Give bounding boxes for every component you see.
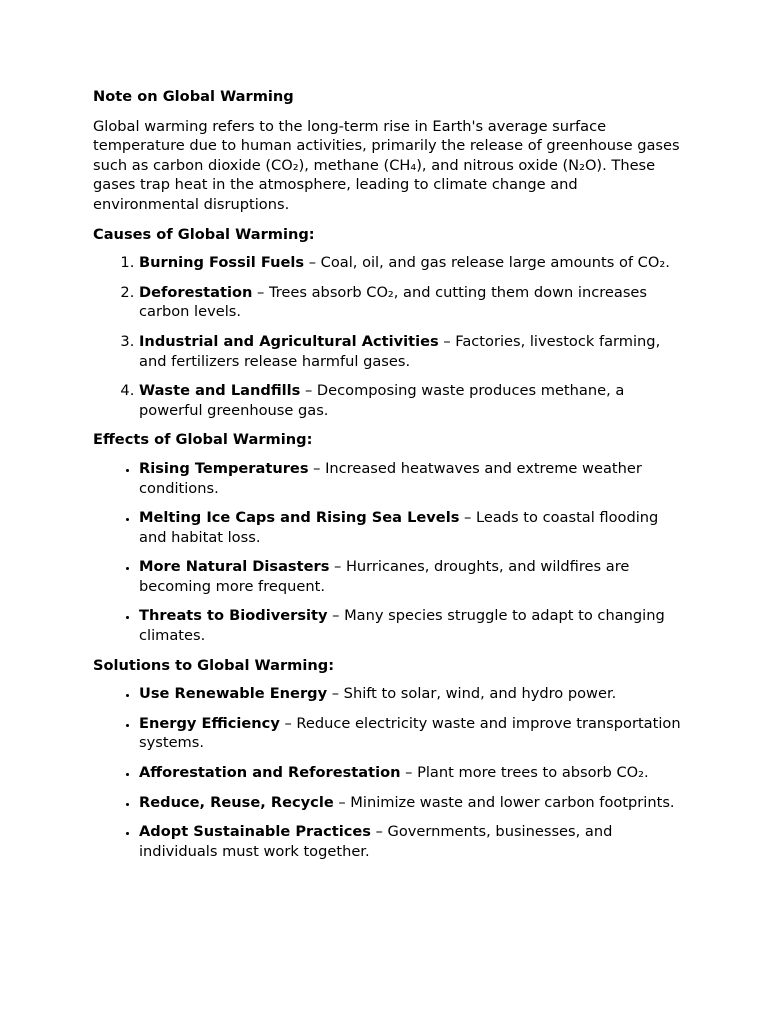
item-term: Rising Temperatures [139, 459, 309, 477]
item-term: Burning Fossil Fuels [139, 254, 305, 272]
solutions-list [93, 684, 688, 861]
list-item [139, 684, 688, 704]
list-item [139, 822, 688, 861]
list-item [139, 381, 688, 420]
list-item [139, 557, 688, 596]
item-term: Melting Ice Caps and Rising Sea Levels [139, 509, 460, 527]
item-description: – Decomposing waste produces methane, a powerful greenhouse gas. [139, 382, 625, 419]
item-description: – Reduce electricity waste and improve transportation systems. [139, 714, 681, 752]
list-item [139, 459, 688, 498]
item-term: Threats to Biodiversity [139, 607, 328, 625]
list-item [139, 606, 688, 645]
item-description: – Minimize waste and lower carbon footprints. [333, 793, 675, 811]
item-term: Waste and Landfills [139, 382, 301, 400]
effects-heading: Effects of Global Warming: [93, 431, 313, 449]
list-item [139, 714, 688, 753]
item-description: – Many species struggle to adapt to changing climates. [139, 607, 665, 645]
list-item [139, 763, 688, 783]
item-description: – Plant more trees to absorb CO₂. [400, 764, 649, 782]
solutions-heading: Solutions to Global Warming: [93, 656, 335, 674]
document-title: Note on Global Warming [93, 88, 294, 105]
causes-heading: Causes of Global Warming: [93, 225, 315, 243]
list-item [139, 283, 688, 322]
item-term: Afforestation and Reforestation [139, 764, 401, 782]
causes-list [93, 253, 688, 420]
item-term: Use Renewable Energy [139, 685, 328, 703]
item-description: – Hurricanes, droughts, and wildfires are becoming more frequent. [139, 558, 630, 595]
item-term: More Natural Disasters [139, 558, 330, 576]
effects-list [93, 459, 688, 646]
item-term: Deforestation [139, 283, 253, 301]
item-description: – Factories, livestock farming, and fertilizers release harmful gases. [139, 332, 661, 370]
item-term: Reduce, Reuse, Recycle [139, 793, 334, 811]
item-description: – Increased heatwaves and extreme weather conditions. [139, 459, 642, 497]
list-item [139, 253, 688, 273]
item-description: – Coal, oil, and gas release large amounts of CO₂. [304, 254, 670, 272]
item-description: – Shift to solar, wind, and hydro power. [327, 685, 617, 703]
item-description: – Trees absorb CO₂, and cutting them down increases carbon levels. [139, 283, 648, 321]
list-item [139, 332, 688, 371]
item-description: – Leads to coastal flooding and habitat loss. [139, 509, 659, 546]
list-item [139, 793, 688, 813]
item-description: – Governments, businesses, and individuals must work together. [139, 823, 613, 860]
item-term: Industrial and Agricultural Activities [139, 332, 439, 350]
item-term: Energy Efficiency [139, 714, 280, 732]
list-item [139, 508, 688, 547]
item-term: Adopt Sustainable Practices [139, 823, 371, 841]
intro-paragraph: Global warming refers to the long-term rise in Earth's average surface temperature due to human activities, primarily the release of greenhouse gases such as carbon dioxide (CO₂), methane (CH₄), and nitrous oxide (N₂O). These gases trap heat in the atmosphere, leading to climate change and environmental disruptions. [93, 117, 680, 213]
